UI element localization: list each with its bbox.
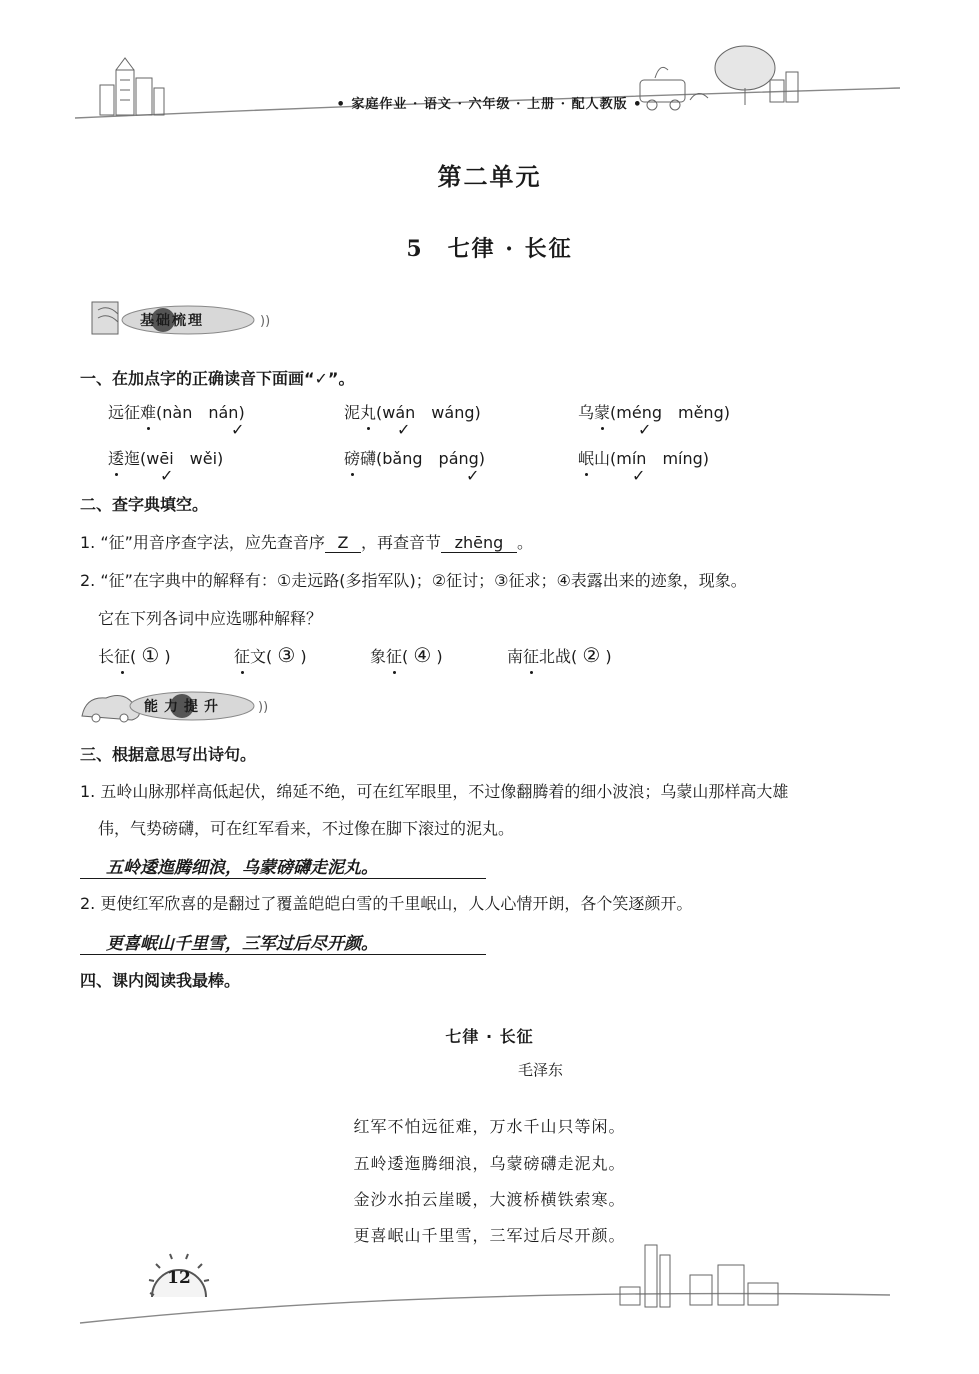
meaning-item: 象征( ④ ) <box>370 643 443 667</box>
svg-text:)): )) <box>260 314 271 329</box>
poem-author: 毛泽东 <box>518 1061 564 1079</box>
answer-blank: Z <box>325 533 361 553</box>
basic-badge <box>88 300 278 340</box>
pinyin-item: 逶迤(wēi wěi) <box>108 446 223 469</box>
dotted-char: 丸 <box>360 400 376 423</box>
meaning-item: 长征( ① ) <box>98 643 171 667</box>
page-number: 12 <box>167 1268 191 1288</box>
section3-q1-line1: 1. 五岭山脉那样高低起伏，绵延不绝，可在红军眼里，不过像翻腾着的细小波浪；乌蒙山那样高大雄 <box>80 782 789 801</box>
pinyin-options: (méng měng) <box>610 403 730 422</box>
meaning-answer: ② <box>582 643 601 667</box>
pinyin-options: (nàn nán) <box>156 403 245 422</box>
answer-line: 更喜岷山千里雪，三军过后尽开颜。 <box>80 929 486 955</box>
dotted-char: 征 <box>234 644 250 667</box>
dotted-char: 征 <box>114 644 130 667</box>
section2-heading: 二、查字典填空。 <box>80 495 209 514</box>
section1-heading: 一、在加点字的正确读音下面画“✓”。 <box>80 369 355 388</box>
poem-line: 红军不怕远征难，万水千山只等闲。 <box>353 1117 626 1136</box>
check-mark: ✓ <box>466 466 480 485</box>
check-mark: ✓ <box>231 420 245 439</box>
check-mark: ✓ <box>397 420 411 439</box>
meaning-answer: ③ <box>277 643 296 667</box>
check-mark: ✓ <box>638 420 652 439</box>
poem-line: 金沙水拍云崖暖，大渡桥横铁索寒。 <box>353 1190 626 1209</box>
lesson-title: 5 七律 · 长征 <box>406 236 573 262</box>
pinyin-item: 远征难(nàn nán) <box>108 400 245 423</box>
dotted-char: 征 <box>386 644 402 667</box>
section2-q2-line1: 2. “征”在字典中的解释有：①走远路(多指军队)；②征讨；③征求；④表露出来的迹象，现象。 <box>80 571 747 590</box>
section3-heading: 三、根据意思写出诗句。 <box>80 745 257 764</box>
ability-badge-label: 能力提升 <box>144 699 224 715</box>
poem-line: 更喜岷山千里雪，三军过后尽开颜。 <box>353 1226 626 1245</box>
section2-q2-line2: 它在下列各词中应选哪种解释？ <box>98 609 323 628</box>
dotted-char: 难 <box>140 400 156 423</box>
poem-line: 五岭逶迤腾细浪，乌蒙磅礴走泥丸。 <box>353 1154 626 1173</box>
meaning-answer: ① <box>141 643 160 667</box>
answer-blank: zhēng <box>441 533 517 553</box>
section3-q2: 2. 更使红军欣喜的是翻过了覆盖皑皑白雪的千里岷山，人人心情开朗，各个笑逐颜开。 <box>80 894 693 913</box>
check-mark: ✓ <box>160 466 174 485</box>
section3-q1-line2: 伟，气势磅礴，可在红军看来，不过像在脚下滚过的泥丸。 <box>98 819 515 838</box>
answer-line: 五岭逶迤腾细浪，乌蒙磅礴走泥丸。 <box>80 853 486 879</box>
dotted-char: 逶 <box>108 446 124 469</box>
ability-badge <box>78 686 278 726</box>
dotted-char: 磅 <box>344 446 360 469</box>
dotted-char: 岷 <box>578 446 594 469</box>
dotted-char: 蒙 <box>594 400 610 423</box>
check-mark: ✓ <box>632 466 646 485</box>
svg-text:)): )) <box>258 700 269 715</box>
section2-q1: 1. “征”用音序查字法，应先查音序 Z ，再查音节 zhēng 。 <box>80 533 533 552</box>
basic-badge-label: 基础梳理 <box>140 313 204 329</box>
meaning-answer: ④ <box>413 643 432 667</box>
pinyin-item: 岷山(mín míng) <box>578 446 709 469</box>
meaning-item: 南征北战( ② ) <box>507 643 612 667</box>
unit-title: 第二单元 <box>437 162 542 191</box>
meaning-item: 征文( ③ ) <box>234 643 307 667</box>
pinyin-options: (mín míng) <box>610 449 710 468</box>
poem-title: 七律 · 长征 <box>445 1027 534 1046</box>
dotted-char: 征 <box>523 644 539 667</box>
pinyin-options: (wēi wěi) <box>140 449 224 468</box>
pinyin-item: 乌蒙(méng měng) <box>578 400 730 423</box>
header-decoration <box>0 0 979 135</box>
header-title: • 家庭作业 · 语文 · 六年级 · 上册 · 配人教版 • <box>336 97 643 112</box>
footer-decoration <box>0 1235 979 1335</box>
section4-heading: 四、课内阅读我最棒。 <box>80 971 241 990</box>
pinyin-options: (bǎng páng) <box>376 449 486 468</box>
pinyin-options: (wán wáng) <box>376 403 481 422</box>
pinyin-item: 磅礴(bǎng páng) <box>344 446 485 469</box>
pinyin-item: 泥丸(wán wáng) <box>344 400 481 423</box>
